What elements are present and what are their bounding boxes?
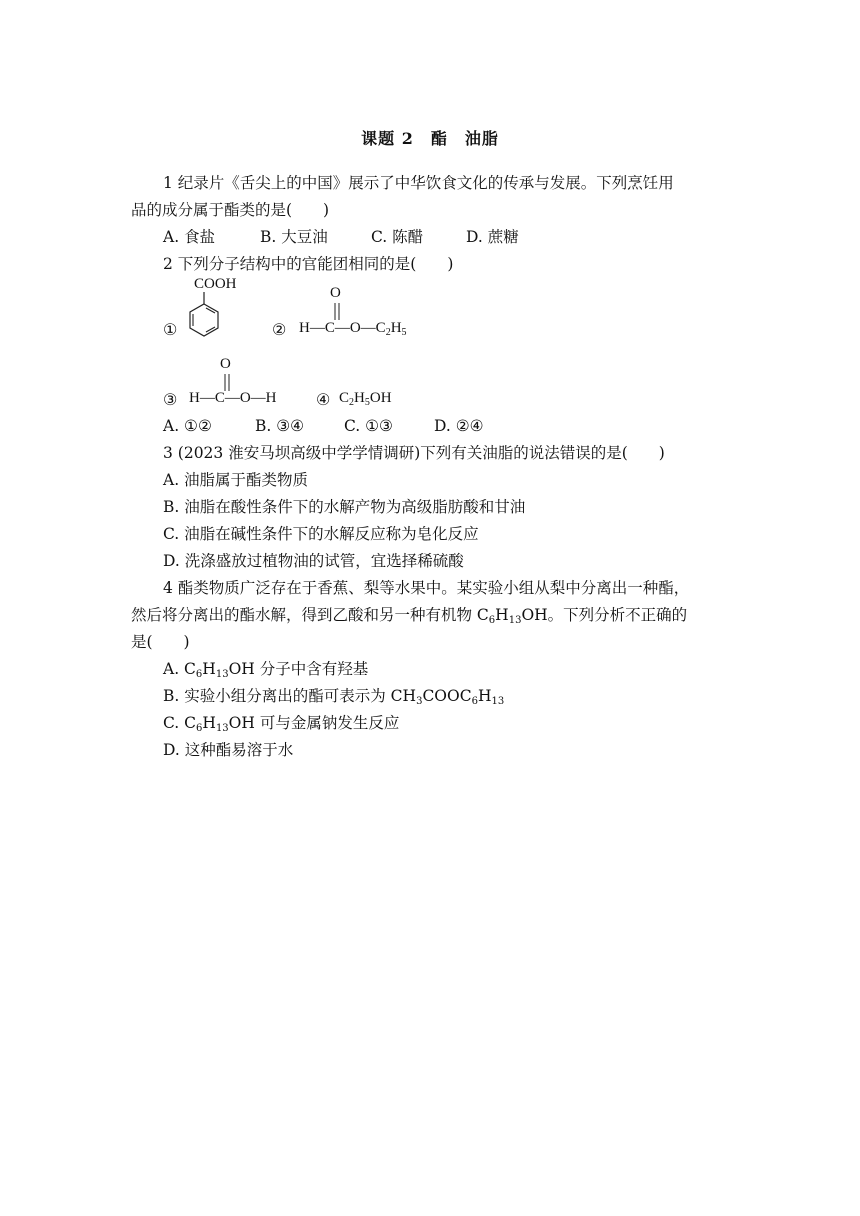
q2-structure4-formula: $C_2H_5OH$ — [339, 390, 392, 408]
double-bond-icon — [332, 302, 342, 322]
q4-option-d: D. 这种酯易溶于水 — [163, 741, 294, 759]
q1-stem-line1: 1 纪录片《舌尖上的中国》展示了中华饮食文化的传承与发展。下列烹饪用 — [163, 174, 674, 192]
q4-option-b: B. 实验小组分离出的酯可表示为 $CH_3COOC_6H_{13}$ — [163, 687, 505, 707]
q2-structure2-carbonyl-o: O — [330, 285, 341, 301]
q1-stem-line2: 品的成分属于酯类的是( ) — [131, 201, 330, 219]
q4-stem-line3: 是( ) — [131, 633, 190, 651]
page-title: 课题 2 酯 油脂 — [361, 129, 499, 148]
q2-stem: 2 下列分子结构中的官能团相同的是( ) — [163, 255, 454, 273]
q1-option-b: B. 大豆油 — [260, 228, 328, 246]
benzene-ring-icon — [180, 290, 230, 350]
q3-stem: 3 (2023 淮安马坝高级中学学情调研)下列有关油脂的说法错误的是( ) — [163, 444, 665, 462]
q1-option-c: C. 陈醋 — [371, 228, 424, 246]
q3-option-b: B. 油脂在酸性条件下的水解产物为高级脂肪酸和甘油 — [163, 498, 526, 516]
q2-structure1-label: ① — [163, 322, 178, 339]
q1-option-d: D. 蔗糖 — [466, 228, 519, 246]
q3-option-a: A. 油脂属于酯类物质 — [163, 471, 309, 489]
q2-structure3-label: ③ — [163, 392, 178, 409]
q2-structure3-chain: H—C—O—H — [189, 390, 277, 406]
q2-option-d: D. ②④ — [434, 417, 484, 435]
q4-option-a: A. $C_6H_{13}OH$ 分子中含有羟基 — [163, 660, 369, 680]
q2-structure2-chain: $H—C—O—C_2H_5$ — [299, 320, 407, 338]
q4-stem-line1: 4 酯类物质广泛存在于香蕉、梨等水果中。某实验小组从梨中分离出一种酯， — [163, 579, 690, 597]
q2-option-c: C. ①③ — [344, 417, 393, 435]
q2-option-a: A. ①② — [163, 417, 212, 435]
q3-option-c: C. 油脂在碱性条件下的水解反应称为皂化反应 — [163, 525, 479, 543]
q1-option-a: A. 食盐 — [163, 228, 216, 246]
q4-stem-line2: 然后将分离出的酯水解，得到乙酸和另一种有机物 $C_6H_{13}OH$。下列分析不正确的 — [131, 606, 688, 626]
q2-structure1-cooh: COOH — [194, 276, 237, 292]
q2-structure4-label: ④ — [316, 392, 331, 409]
q2-structure2-label: ② — [272, 322, 287, 339]
q4-option-c: C. $C_6H_{13}OH$ 可与金属钠发生反应 — [163, 714, 400, 734]
q2-option-b: B. ③④ — [255, 417, 305, 435]
q3-option-d: D. 洗涤盛放过植物油的试管，宜选择稀硫酸 — [163, 552, 464, 570]
q2-structure3-carbonyl-o: O — [220, 356, 231, 372]
